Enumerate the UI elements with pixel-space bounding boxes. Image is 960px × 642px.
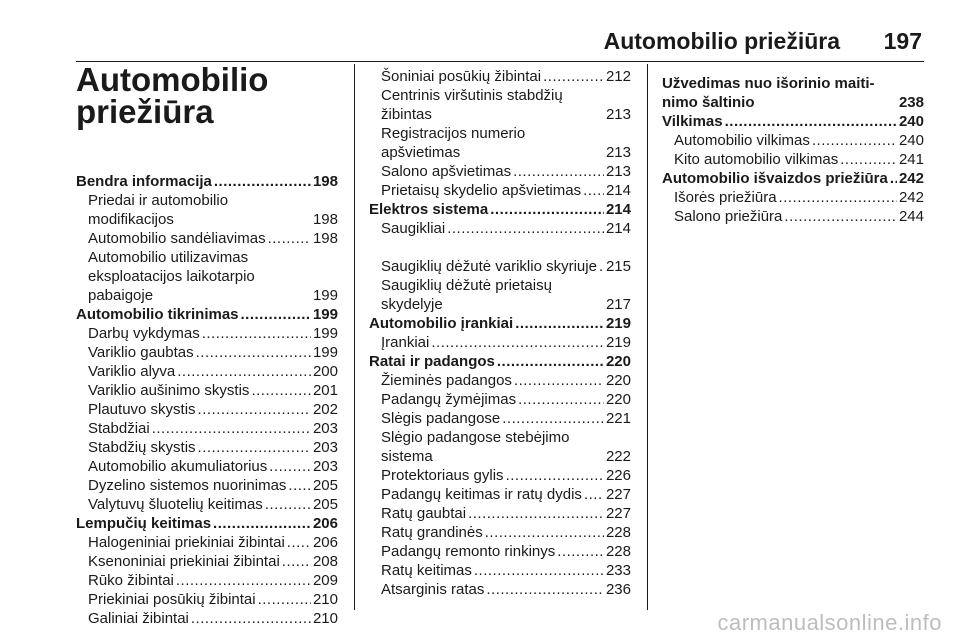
toc-page-number: 244 xyxy=(898,208,924,225)
toc-entry-title: Stabdžių skystis xyxy=(88,439,196,456)
toc-page-number: 206 xyxy=(312,534,338,551)
toc-entry[interactable] xyxy=(76,324,338,343)
toc-leader-dots xyxy=(497,352,604,371)
toc-column-2 xyxy=(369,67,631,599)
toc-leader-dots xyxy=(583,181,604,200)
toc-entry[interactable] xyxy=(369,124,631,162)
page-number: 197 xyxy=(883,28,922,54)
toc-leader-dots xyxy=(152,419,311,438)
toc-entry[interactable] xyxy=(662,188,924,207)
toc-entry[interactable] xyxy=(76,495,338,514)
toc-entry-title: Padangų remonto rinkinys xyxy=(381,543,556,560)
toc-page-number: 228 xyxy=(605,543,631,560)
toc-page-number: 214 xyxy=(605,201,631,218)
toc-entry[interactable] xyxy=(369,219,631,238)
toc-entry-title: Ratai ir padangos xyxy=(369,353,495,370)
toc-entry-title: Automobilio išvaizdos priežiūra xyxy=(662,170,888,187)
toc-entry[interactable] xyxy=(369,409,631,428)
page-header xyxy=(76,28,924,62)
toc-entry-title: Slėgis padangose xyxy=(381,410,501,427)
toc-page-number: 228 xyxy=(605,524,631,541)
toc-page-number: 238 xyxy=(898,94,924,111)
toc-entry[interactable] xyxy=(76,457,338,476)
toc-page-number: 203 xyxy=(312,458,338,475)
toc-entry-title: Padangų keitimas ir ratų dydis xyxy=(381,486,582,503)
toc-entry-title: Galiniai žibintai xyxy=(88,610,189,627)
toc-entry-title: Vilkimas xyxy=(662,113,723,130)
toc-leader-dots xyxy=(447,219,604,238)
toc-entry[interactable] xyxy=(76,381,338,400)
toc-entry-title: Plautuvo skystis xyxy=(88,401,196,418)
toc-entry[interactable] xyxy=(76,362,338,381)
toc-page-number: 206 xyxy=(312,515,338,532)
toc-leader-dots xyxy=(198,400,311,419)
toc-entry-title: Ratų grandinės xyxy=(381,524,483,541)
toc-page-number: 202 xyxy=(312,401,338,418)
toc-entry-title: Registracijos numerio apšvietimas xyxy=(381,125,526,161)
toc-page-number: 219 xyxy=(605,315,631,332)
toc-entry[interactable] xyxy=(369,561,631,580)
toc-entry[interactable] xyxy=(369,523,631,542)
toc-entry-title: Prietaisų skydelio apšvietimas xyxy=(381,182,582,199)
toc-section-entry[interactable] xyxy=(76,305,338,324)
toc-leader-dots xyxy=(812,131,897,150)
toc-page-number: 210 xyxy=(312,591,338,608)
toc-entry[interactable] xyxy=(369,181,631,200)
toc-entry-title: Priedai ir automobilio modifikacijos xyxy=(88,192,229,228)
toc-page-number: 220 xyxy=(605,353,631,370)
toc-entry-title: Automobilio tikrinimas xyxy=(76,306,239,323)
toc-entry-title: Automobilio akumuliatorius xyxy=(88,458,268,475)
toc-page-number: 240 xyxy=(898,113,924,130)
toc-leader-dots xyxy=(485,523,604,542)
toc-entry-title: Automobilio utilizavimas eksploatacijos laikotarpio pabaigoje xyxy=(88,249,255,304)
toc-section-entry[interactable] xyxy=(662,74,924,112)
toc-page-number: 208 xyxy=(312,553,338,570)
toc-page-number: 214 xyxy=(605,182,631,199)
toc-entry[interactable] xyxy=(369,580,631,599)
toc-entry-title: Ratų keitimas xyxy=(381,562,472,579)
toc-section-entry[interactable] xyxy=(369,314,631,333)
toc-page-number: 214 xyxy=(605,220,631,237)
toc-page-number: 213 xyxy=(605,163,631,180)
toc-section-entry[interactable] xyxy=(662,112,924,131)
toc-entry-title: Elektros sistema xyxy=(369,201,489,218)
watermark: carmanualsonline.info xyxy=(717,610,942,635)
toc-leader-dots xyxy=(468,504,604,523)
toc-entry[interactable] xyxy=(369,428,631,466)
toc-leader-dots xyxy=(176,571,311,590)
column-divider xyxy=(647,64,648,610)
toc-page-number: 198 xyxy=(312,173,338,190)
toc-page-number: 222 xyxy=(605,448,631,465)
toc-page-number: 242 xyxy=(898,170,924,187)
toc-entry[interactable] xyxy=(369,162,631,181)
toc-entry-title: Ratų gaubtai xyxy=(381,505,467,522)
toc-entry[interactable] xyxy=(76,343,338,362)
toc-leader-dots xyxy=(490,200,604,219)
toc-page-number: 227 xyxy=(605,505,631,522)
toc-page-number: 198 xyxy=(312,230,338,247)
toc-entry-title: Stabdžiai xyxy=(88,420,150,437)
toc-leader-dots xyxy=(177,362,311,381)
toc-entry-title: Slėgio padangose stebėjimo sistema xyxy=(381,429,570,465)
toc-entry[interactable] xyxy=(76,552,338,571)
toc-leader-dots xyxy=(515,314,604,333)
toc-entry[interactable] xyxy=(76,191,338,229)
toc-entry-title: Dyzelino sistemos nuorinimas xyxy=(88,477,287,494)
toc-entry-title: Priekiniai posūkių žibintai xyxy=(88,591,256,608)
toc-leader-dots xyxy=(543,67,604,86)
toc-entry[interactable] xyxy=(369,390,631,409)
toc-entry[interactable] xyxy=(369,238,631,276)
toc-entry[interactable] xyxy=(369,67,631,86)
toc-entry-title: Valytuvų šluotelių keitimas xyxy=(88,496,263,513)
toc-page-number: 198 xyxy=(312,211,338,228)
toc-entry[interactable] xyxy=(76,571,338,590)
toc-page-number: 212 xyxy=(605,68,631,85)
toc-entry-title: Automobilio įrankiai xyxy=(369,315,514,332)
toc-entry-title: Automobilio sandėliavimas xyxy=(88,230,266,247)
toc-page-number: 213 xyxy=(605,144,631,161)
toc-page-number: 213 xyxy=(605,106,631,123)
toc-section-entry[interactable] xyxy=(369,200,631,219)
toc-leader-dots xyxy=(584,485,604,504)
toc-page-number: 203 xyxy=(312,439,338,456)
toc-leader-dots xyxy=(269,457,311,476)
toc-entry-title: Saugiklių dėžutė variklio skyriuje xyxy=(381,258,597,275)
toc-leader-dots xyxy=(725,112,897,131)
toc-entry[interactable] xyxy=(369,276,631,314)
toc-page-number: 241 xyxy=(898,151,924,168)
toc-section-entry[interactable] xyxy=(76,172,338,191)
toc-entry-title: Variklio gaubtas xyxy=(88,344,194,361)
toc-entry-title: Žieminės padangos xyxy=(381,372,512,389)
toc-entry-title: Saugiklių dėžutė prietaisų skydelyje xyxy=(381,277,552,313)
toc-leader-dots xyxy=(288,476,311,495)
toc-entry-title: Padangų žymėjimas xyxy=(381,391,517,408)
toc-entry[interactable] xyxy=(76,419,338,438)
toc-entry[interactable] xyxy=(369,485,631,504)
toc-entry-title: Saugikliai xyxy=(381,220,446,237)
toc-entry-title: Protektoriaus gylis xyxy=(381,467,504,484)
toc-section-entry[interactable] xyxy=(76,514,338,533)
toc-entry[interactable] xyxy=(76,590,338,609)
chapter-title: Automobilio priežiūra xyxy=(76,61,269,130)
toc-page-number: 226 xyxy=(605,467,631,484)
toc-leader-dots xyxy=(486,580,604,599)
toc-entry[interactable] xyxy=(369,333,631,352)
toc-entry-title: Halogeniniai priekiniai žibintai xyxy=(88,534,285,551)
toc-entry-title: Centrinis viršutinis stabdžių žibintas xyxy=(381,87,563,123)
toc-leader-dots xyxy=(282,552,311,571)
toc-page-number: 205 xyxy=(312,477,338,494)
toc-entry[interactable] xyxy=(662,207,924,226)
toc-entry-title: Ksenoniniai priekiniai žibintai xyxy=(88,553,280,570)
toc-entry[interactable] xyxy=(369,466,631,485)
toc-page-number: 200 xyxy=(312,363,338,380)
toc-page-number: 220 xyxy=(605,391,631,408)
toc-entry-title: Salono apšvietimas xyxy=(381,163,512,180)
toc-entry-title: Automobilio vilkimas xyxy=(674,132,810,149)
toc-leader-dots xyxy=(265,495,311,514)
toc-leader-dots xyxy=(251,381,311,400)
toc-entry-title: Išorės priežiūra xyxy=(674,189,777,206)
toc-entry[interactable] xyxy=(369,504,631,523)
toc-page-number: 209 xyxy=(312,572,338,589)
toc-leader-dots xyxy=(202,324,311,343)
toc-entry-title: Variklio aušinimo skystis xyxy=(88,382,250,399)
toc-leader-dots xyxy=(213,514,311,533)
toc-leader-dots xyxy=(196,343,311,362)
toc-section-entry[interactable] xyxy=(662,169,924,188)
toc-page-number: 227 xyxy=(605,486,631,503)
toc-column-1 xyxy=(76,172,338,628)
toc-entry[interactable] xyxy=(76,609,338,628)
toc-leader-dots xyxy=(840,150,897,169)
toc-entry[interactable] xyxy=(369,371,631,390)
toc-entry[interactable] xyxy=(76,533,338,552)
toc-leader-dots xyxy=(784,207,897,226)
toc-leader-dots xyxy=(513,162,604,181)
toc-entry[interactable] xyxy=(76,248,338,305)
column-divider xyxy=(354,64,355,610)
toc-leader-dots xyxy=(557,542,604,561)
toc-page-number: 199 xyxy=(312,287,338,304)
toc-entry[interactable] xyxy=(369,542,631,561)
toc-entry-title: Kito automobilio vilkimas xyxy=(674,151,839,168)
toc-entry-title: Rūko žibintai xyxy=(88,572,174,589)
toc-leader-dots xyxy=(779,188,897,207)
toc-page-number: 221 xyxy=(605,410,631,427)
toc-entry-title: Darbų vykdymas xyxy=(88,325,200,342)
toc-entry[interactable] xyxy=(76,438,338,457)
toc-leader-dots xyxy=(474,561,604,580)
toc-page-number: 233 xyxy=(605,562,631,579)
toc-leader-dots xyxy=(518,390,604,409)
toc-leader-dots xyxy=(198,438,311,457)
toc-page-number: 242 xyxy=(898,189,924,206)
toc-entry-title: Šoniniai posūkių žibintai xyxy=(381,68,542,85)
toc-page-number: 220 xyxy=(605,372,631,389)
toc-leader-dots xyxy=(599,257,604,276)
toc-entry-title: Atsarginis ratas xyxy=(381,581,485,598)
toc-entry-title: Įrankiai xyxy=(381,334,430,351)
toc-leader-dots xyxy=(431,333,604,352)
toc-leader-dots xyxy=(890,169,897,188)
toc-page-number: 201 xyxy=(312,382,338,399)
toc-page-number: 199 xyxy=(312,344,338,361)
toc-page-number: 203 xyxy=(312,420,338,437)
toc-entry-title: Variklio alyva xyxy=(88,363,176,380)
toc-page-number: 199 xyxy=(312,325,338,342)
toc-column-3 xyxy=(662,74,924,226)
toc-page-number: 210 xyxy=(312,610,338,627)
toc-entry-title: Lempučių keitimas xyxy=(76,515,212,532)
toc-leader-dots xyxy=(502,409,604,428)
toc-entry-title: Salono priežiūra xyxy=(674,208,783,225)
toc-entry[interactable] xyxy=(662,131,924,150)
toc-leader-dots xyxy=(514,371,604,390)
toc-entry[interactable] xyxy=(76,229,338,248)
toc-entry-title: Bendra informacija xyxy=(76,173,212,190)
toc-page-number: 199 xyxy=(312,306,338,323)
toc-entry[interactable] xyxy=(76,400,338,419)
toc-leader-dots xyxy=(214,172,311,191)
toc-entry[interactable] xyxy=(369,86,631,124)
toc-entry-title: Užvedimas nuo išorinio maiti- nimo šaltinio xyxy=(662,75,875,111)
toc-section-entry[interactable] xyxy=(369,352,631,371)
toc-page-number: 219 xyxy=(605,334,631,351)
toc-leader-dots xyxy=(506,466,604,485)
toc-leader-dots xyxy=(258,590,311,609)
toc-leader-dots xyxy=(241,305,311,324)
toc-page-number: 236 xyxy=(605,581,631,598)
toc-leader-dots xyxy=(191,609,311,628)
toc-page-number: 240 xyxy=(898,132,924,149)
toc-leader-dots xyxy=(268,229,311,248)
running-title: Automobilio priežiūra xyxy=(603,28,840,54)
toc-entry[interactable] xyxy=(76,476,338,495)
toc-page-number: 217 xyxy=(605,296,631,313)
toc-page-number: 205 xyxy=(312,496,338,513)
toc-entry[interactable] xyxy=(662,150,924,169)
toc-page-number: 215 xyxy=(605,258,631,275)
toc-leader-dots xyxy=(287,533,311,552)
